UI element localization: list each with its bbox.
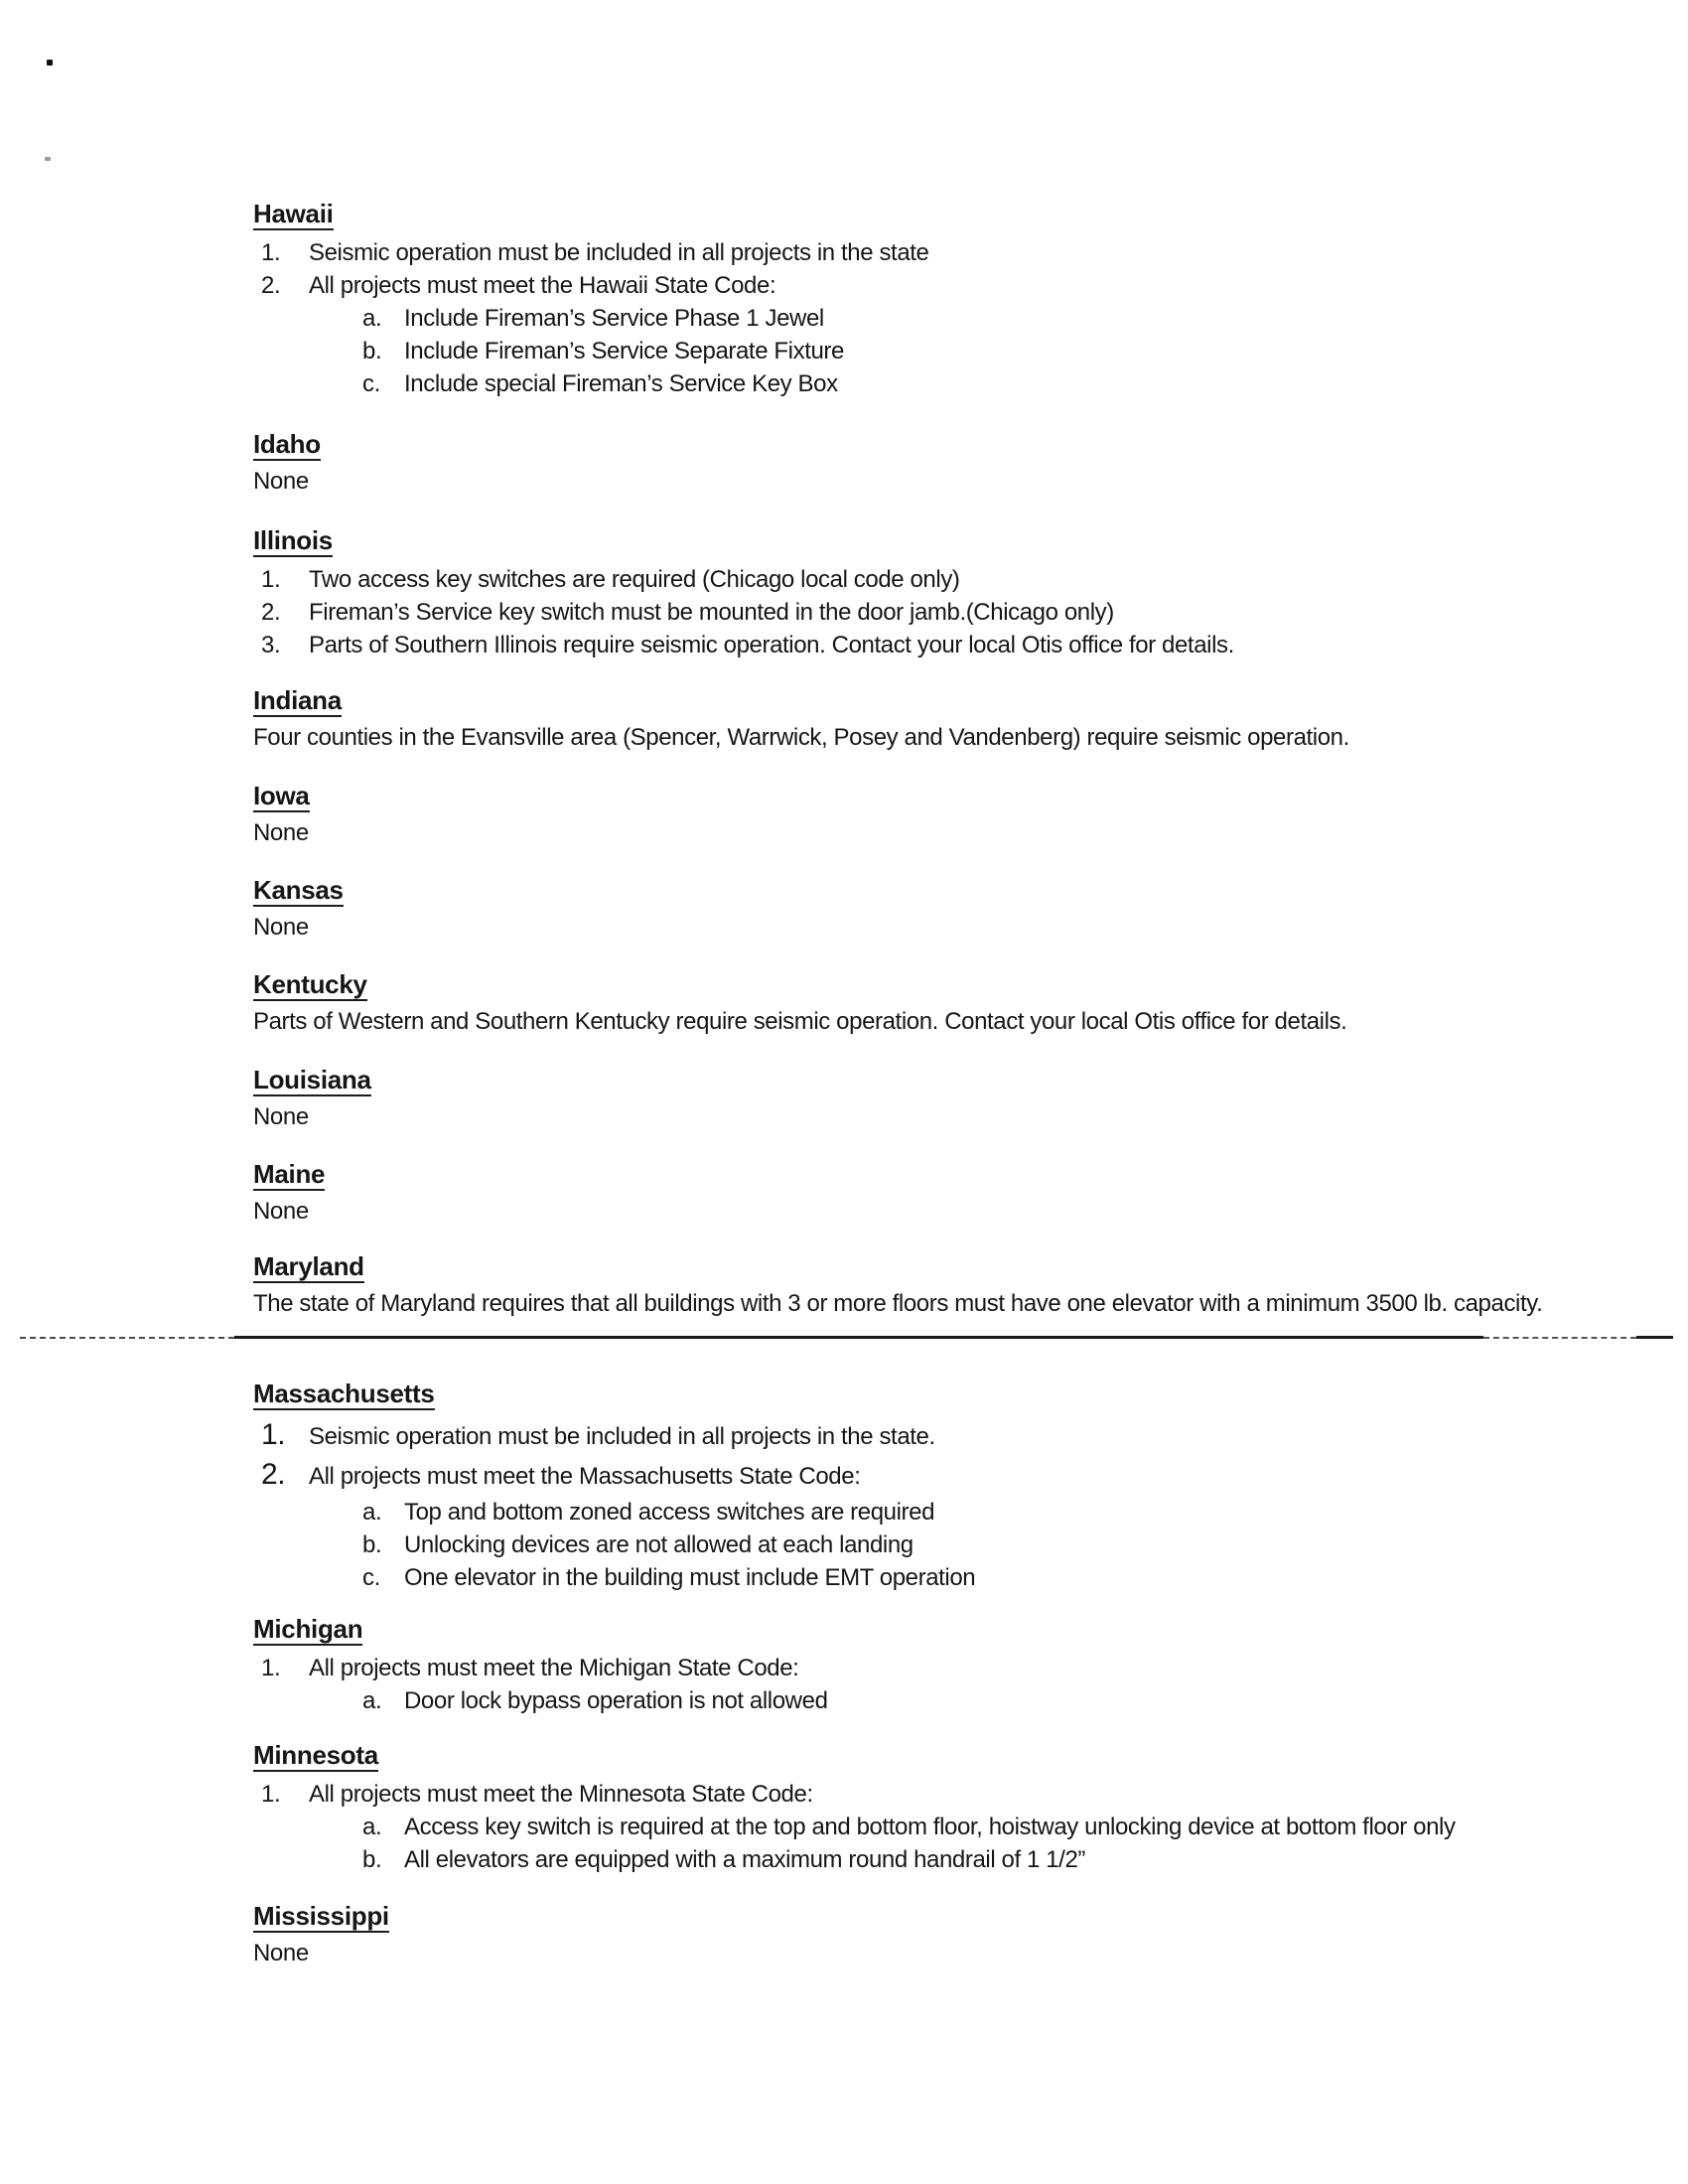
section-massachusetts [253, 1379, 1688, 1594]
section-kentucky [253, 969, 1688, 1037]
section-michigan [253, 1614, 1688, 1717]
list-marker: 1. [261, 239, 281, 266]
list-marker: 1. [261, 1781, 281, 1808]
list-item [253, 269, 1688, 302]
sub-list-item [253, 1529, 1688, 1561]
page-fold-line [1483, 1337, 1636, 1339]
state-heading: Indiana [253, 685, 342, 715]
list-text: Seismic operation must be included in all projects in the state [309, 239, 929, 266]
list-item [253, 1778, 1688, 1811]
sub-list-item [253, 1811, 1688, 1843]
state-heading: Michigan [253, 1614, 363, 1644]
state-heading: Minnesota [253, 1740, 378, 1770]
list-text: Fireman’s Service key switch must be mounted in the door jamb.(Chicago only) [309, 599, 1114, 626]
list-item [253, 1416, 1688, 1456]
list-item [253, 596, 1688, 629]
sub-list-item [253, 367, 1688, 400]
list-marker: 1. [261, 1418, 286, 1451]
state-heading: Iowa [253, 781, 310, 810]
list-marker: 1. [261, 566, 281, 593]
section-hawaii [253, 199, 1688, 400]
section-indiana [253, 685, 1688, 753]
list-text: One elevator in the building must include EMT operation [404, 1564, 976, 1591]
state-heading: Louisiana [253, 1065, 371, 1094]
section-louisiana [253, 1065, 1688, 1132]
state-heading: Hawaii [253, 199, 334, 228]
state-heading: Illinois [253, 525, 333, 555]
page-fold-line [20, 1337, 234, 1339]
list-text: Access key switch is required at the top and bottom floor, hoistway unlocking device at bottom floor only [404, 1814, 1456, 1840]
list-text: Unlocking devices are not allowed at each landing [404, 1531, 914, 1558]
list-marker: a. [362, 1687, 382, 1714]
list-text: Parts of Southern Illinois require seismic operation. Contact your local Otis office for details. [309, 632, 1234, 658]
section-maine [253, 1159, 1688, 1227]
section-iowa [253, 781, 1688, 848]
list-marker: a. [362, 1499, 382, 1526]
list-text: All projects must meet the Michigan State Code: [309, 1655, 799, 1681]
section-illinois [253, 525, 1688, 661]
list-text: Include Fireman’s Service Separate Fixture [404, 338, 844, 364]
state-heading: Kansas [253, 875, 344, 905]
section-body: None [253, 1103, 309, 1130]
list-text: Two access key switches are required (Chicago local code only) [309, 566, 960, 593]
section-body: The state of Maryland requires that all buildings with 3 or more floors must have one elevator with a minimum 3500 lb. capacity. [253, 1290, 1543, 1317]
list-text: All projects must meet the Minnesota State Code: [309, 1781, 813, 1808]
list-marker: b. [362, 1846, 382, 1873]
list-text: All projects must meet the Hawaii State Code: [309, 272, 776, 299]
section-body: None [253, 468, 309, 495]
sub-list-item [253, 1561, 1688, 1594]
sub-list-item [253, 1684, 1688, 1717]
section-body: Four counties in the Evansville area (Spencer, Warrwick, Posey and Vandenberg) require seismic operation. [253, 724, 1349, 751]
list-marker: 2. [261, 1458, 286, 1491]
section-body: None [253, 914, 309, 941]
sub-list-item [253, 302, 1688, 335]
state-heading: Maryland [253, 1251, 364, 1281]
section-body: None [253, 819, 309, 846]
list-text: All elevators are equipped with a maximum round handrail of 1 1/2” [404, 1846, 1085, 1873]
section-idaho [253, 429, 1688, 497]
list-text: Top and bottom zoned access switches are required [404, 1499, 935, 1526]
list-text: Door lock bypass operation is not allowed [404, 1687, 828, 1714]
state-heading: Idaho [253, 429, 321, 459]
list-text: Seismic operation must be included in all projects in the state. [309, 1423, 935, 1450]
list-item [253, 236, 1688, 269]
sub-list-item [253, 335, 1688, 367]
sub-list-item [253, 1843, 1688, 1876]
list-marker: 2. [261, 272, 281, 299]
scan-speck [47, 60, 53, 66]
list-marker: b. [362, 1531, 382, 1558]
scan-speck [45, 157, 51, 161]
list-marker: a. [362, 305, 382, 332]
list-marker: 1. [261, 1655, 281, 1681]
state-heading: Maine [253, 1159, 326, 1189]
page-fold-line [1636, 1336, 1673, 1339]
sub-list-item [253, 1496, 1688, 1529]
section-body: None [253, 1940, 309, 1966]
list-item [253, 1456, 1688, 1496]
list-marker: a. [362, 1814, 382, 1840]
section-minnesota [253, 1740, 1688, 1876]
section-mississippi [253, 1901, 1688, 1968]
section-maryland [253, 1251, 1688, 1319]
page-fold-line [234, 1336, 1483, 1339]
state-heading: Massachusetts [253, 1379, 435, 1408]
state-heading: Kentucky [253, 969, 367, 999]
list-marker: b. [362, 338, 382, 364]
list-item [253, 1652, 1688, 1684]
list-marker: c. [362, 1564, 380, 1591]
list-item [253, 563, 1688, 596]
section-body: Parts of Western and Southern Kentucky require seismic operation. Contact your local Otis office for details. [253, 1008, 1347, 1035]
list-marker: 3. [261, 632, 281, 658]
list-item [253, 629, 1688, 661]
section-kansas [253, 875, 1688, 943]
list-marker: c. [362, 370, 380, 397]
list-text: Include special Fireman’s Service Key Box [404, 370, 838, 397]
list-text: Include Fireman’s Service Phase 1 Jewel [404, 305, 824, 332]
list-text: All projects must meet the Massachusetts State Code: [309, 1463, 861, 1490]
section-body: None [253, 1198, 309, 1225]
list-marker: 2. [261, 599, 281, 626]
state-heading: Mississippi [253, 1901, 389, 1931]
